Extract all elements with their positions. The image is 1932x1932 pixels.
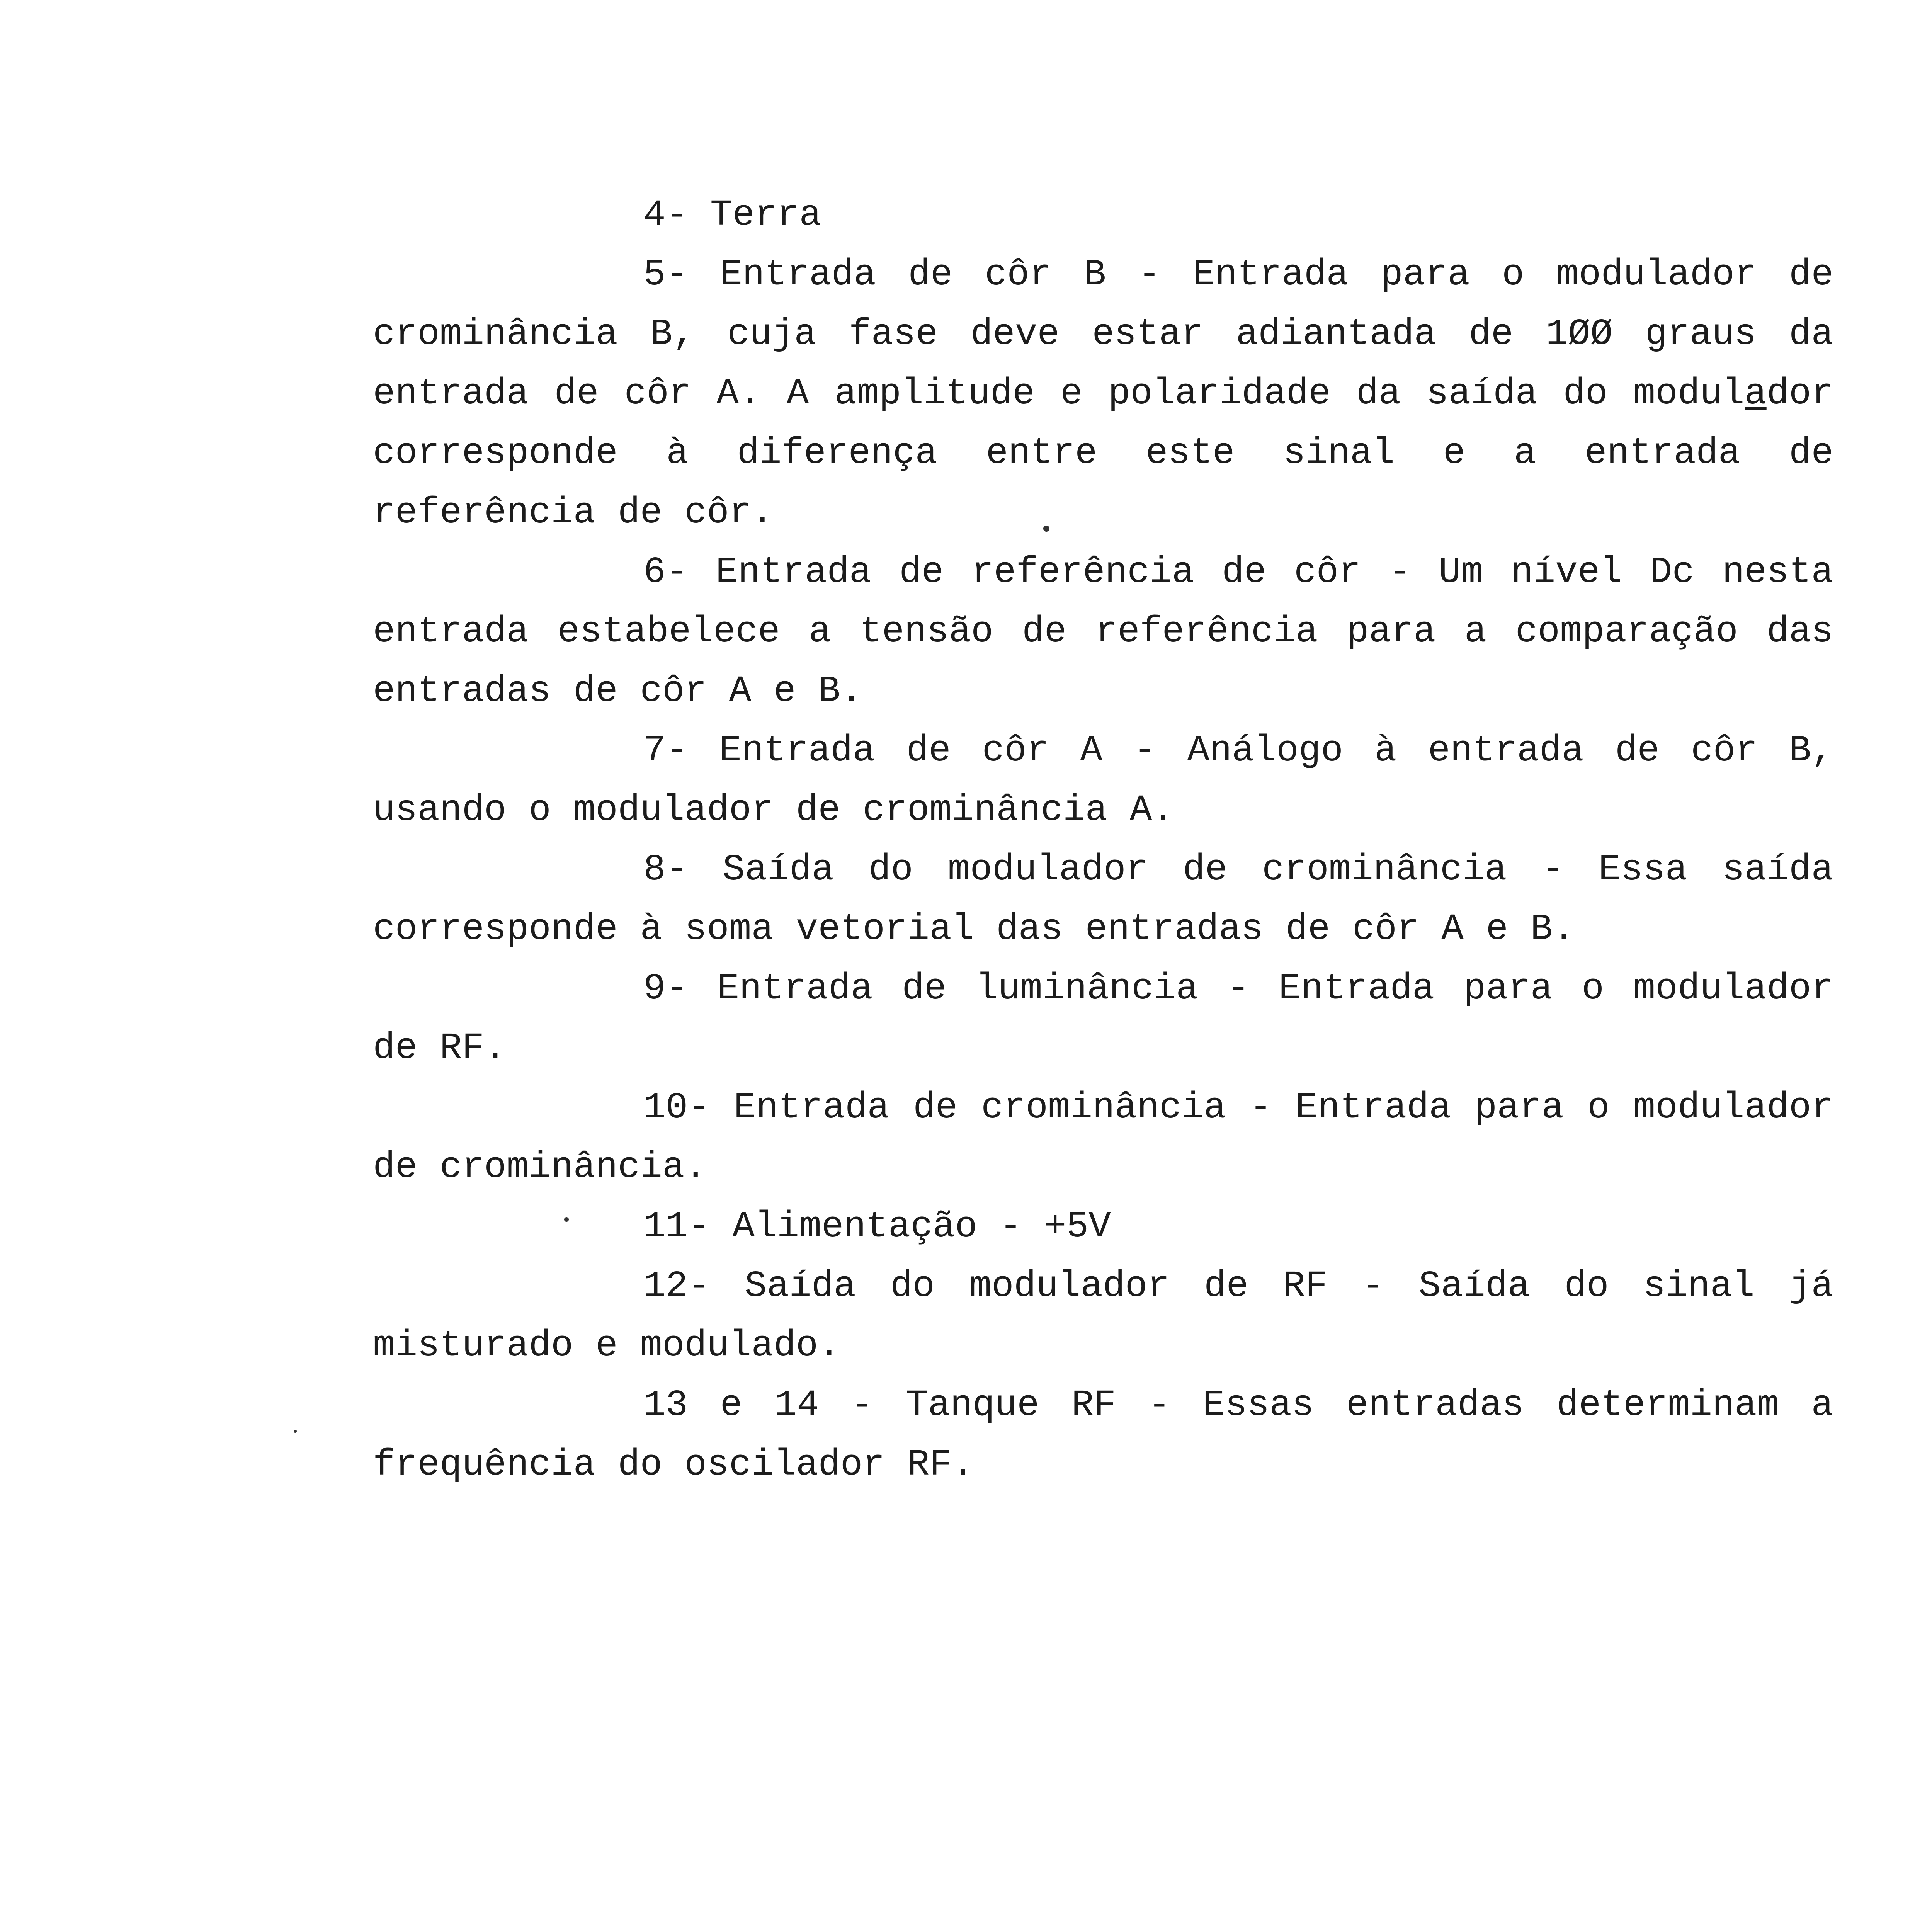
scan-speck [294, 1430, 297, 1433]
list-item: 13 e 14 - Tanque RF - Essas entradas determinam a frequência do oscilador RF. [373, 1384, 1833, 1486]
list-item: 6- Entrada de referência de côr - Um nível Dc nesta entrada estabelece a tensão de referência para a comparação das entradas de côr A e B. [373, 551, 1833, 712]
list-item: 10- Entrada de crominância - Entrada para o modulador de crominância. [373, 1087, 1833, 1188]
list-item: 11- Alimentação - +5V [643, 1206, 1111, 1248]
document-body [373, 185, 1833, 1495]
list-item: 12- Saída do modulador de RF - Saída do sinal já misturado e modulado. [373, 1265, 1833, 1367]
scan-speck [564, 1217, 569, 1222]
list-item: 8- Saída do modulador de crominância - Essa saída corresponde à soma vetorial das entradas de côr A e B. [373, 849, 1833, 950]
list-item: 9- Entrada de luminância - Entrada para o modulador de RF. [373, 968, 1833, 1069]
scan-speck [1043, 526, 1049, 532]
list-item: 4- Terra [643, 194, 821, 236]
list-item: 7- Entrada de côr A - Análogo à entrada de côr B, usando o modulador de crominância A. [373, 730, 1833, 831]
list-item: 5- Entrada de côr B - Entrada para o modulador de crominância B, cuja fase deve estar adiantada de 1ØØ graus da entrada de côr A. A amplitude e polaridade da saída do modula̲dor corresponde à diferença entre este sinal e a entrada de referência de côr. [373, 253, 1833, 534]
